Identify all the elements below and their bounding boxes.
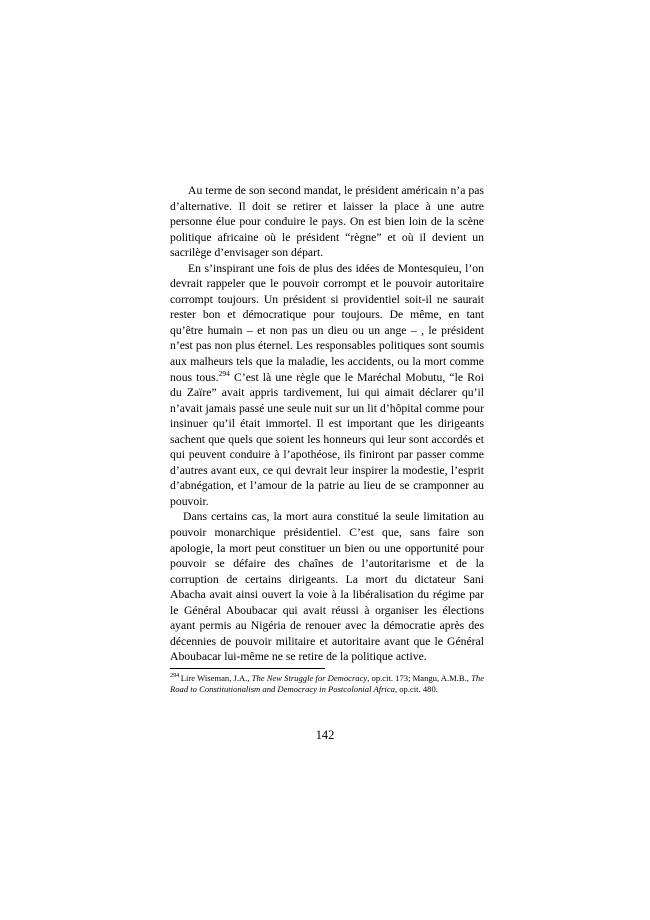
paragraph-3-text: Dans certains cas, la mort aura constitué la seule limitation au pouvoir monarchique présidentiel. C’est que, sans faire son apologie, la mort peut constituer un bien ou une opportunité pour pouvoir se défaire des chaînes de l’autoritarisme et de la corruption de certains dirigeants. La mort du dictateur Sani Abacha avait ainsi ouvert la voie à la libéralisation du régime par le Général Aboubacar qui avait réussi à organiser les élections ayant permis au Nigéria de renouer avec la démocratie après des décennies de pouvoir militaire et autoritaire avant que le Général Aboubacar lui-même ne se retire de la politique active. — [170, 510, 484, 664]
footnote-segment-2: , op.cit. 173; Mangu, A.M.B., — [367, 673, 472, 683]
footnote-area — [170, 668, 484, 695]
paragraph-2-text-after-footnote: C’est là une règle que le Maréchal Mobutu, “le Roi du Zaïre” avait appris tardivement, lui qui aimait déclarer qu’il n’avait jamais passé une seule nuit sur un lit d’hôpital comme pour insinuer qu’il était immortel. Il est important que les dirigeants sachent que quels que soient les honneurs qui leur sont accordés et qui peuvent conduire à l’apothéose, ils finiront par passer comme d’autres avant eux, ce qui devrait leur inspirer la modestie, l’esprit d’abnégation, et l’amour de la patrie au lieu de se cramponner au pouvoir. — [170, 370, 484, 508]
body-text-column — [170, 183, 484, 665]
paragraph-1-text: Au terme de son second mandat, le président américain n’a pas d’alternative. Il doit se retirer et laisser la place à une autre personne élue pour conduire le pays. On est bien loin de la scène politique africaine où le président “règne” et où il devient un sacrilège d’envisager son départ. — [170, 184, 484, 260]
footnote-title-2: The Road to Constitutionalism and Democracy in Postcolonial Africa — [170, 673, 485, 695]
page-number: 142 — [315, 728, 335, 742]
paragraph-3 — [170, 509, 484, 664]
footnote-reference-marker[interactable]: 294 — [218, 368, 230, 378]
footnote-title-1: The New Struggle for Democracy — [251, 673, 368, 683]
footnote-segment-1: Lire Wiseman, J.A., — [180, 673, 252, 683]
footnote-number: 294 — [170, 672, 180, 680]
paragraph-2 — [170, 261, 484, 510]
paragraph-1 — [170, 183, 484, 261]
footnote-separator-rule — [170, 668, 325, 669]
footnote-entry — [170, 673, 484, 695]
footnote-segment-3: , op.cit. 480. — [394, 684, 438, 695]
paragraph-2-text-before-footnote: En s’inspirant une fois de plus des idées de Montesquieu, l’on devrait rappeler que le pouvoir corrompt et le pouvoir autoritaire corrompt toujours. Un président si providentiel soit-il ne saurait rester bon et démocratique pour toujours. De même, en tant qu’être humain – et non pas un dieu ou un ange – , le président n’est pas non plus éternel. Les responsables politiques sont soumis aux malheurs tels que la maladie, les accidents, ou la mort comme nous tous. — [170, 261, 484, 384]
